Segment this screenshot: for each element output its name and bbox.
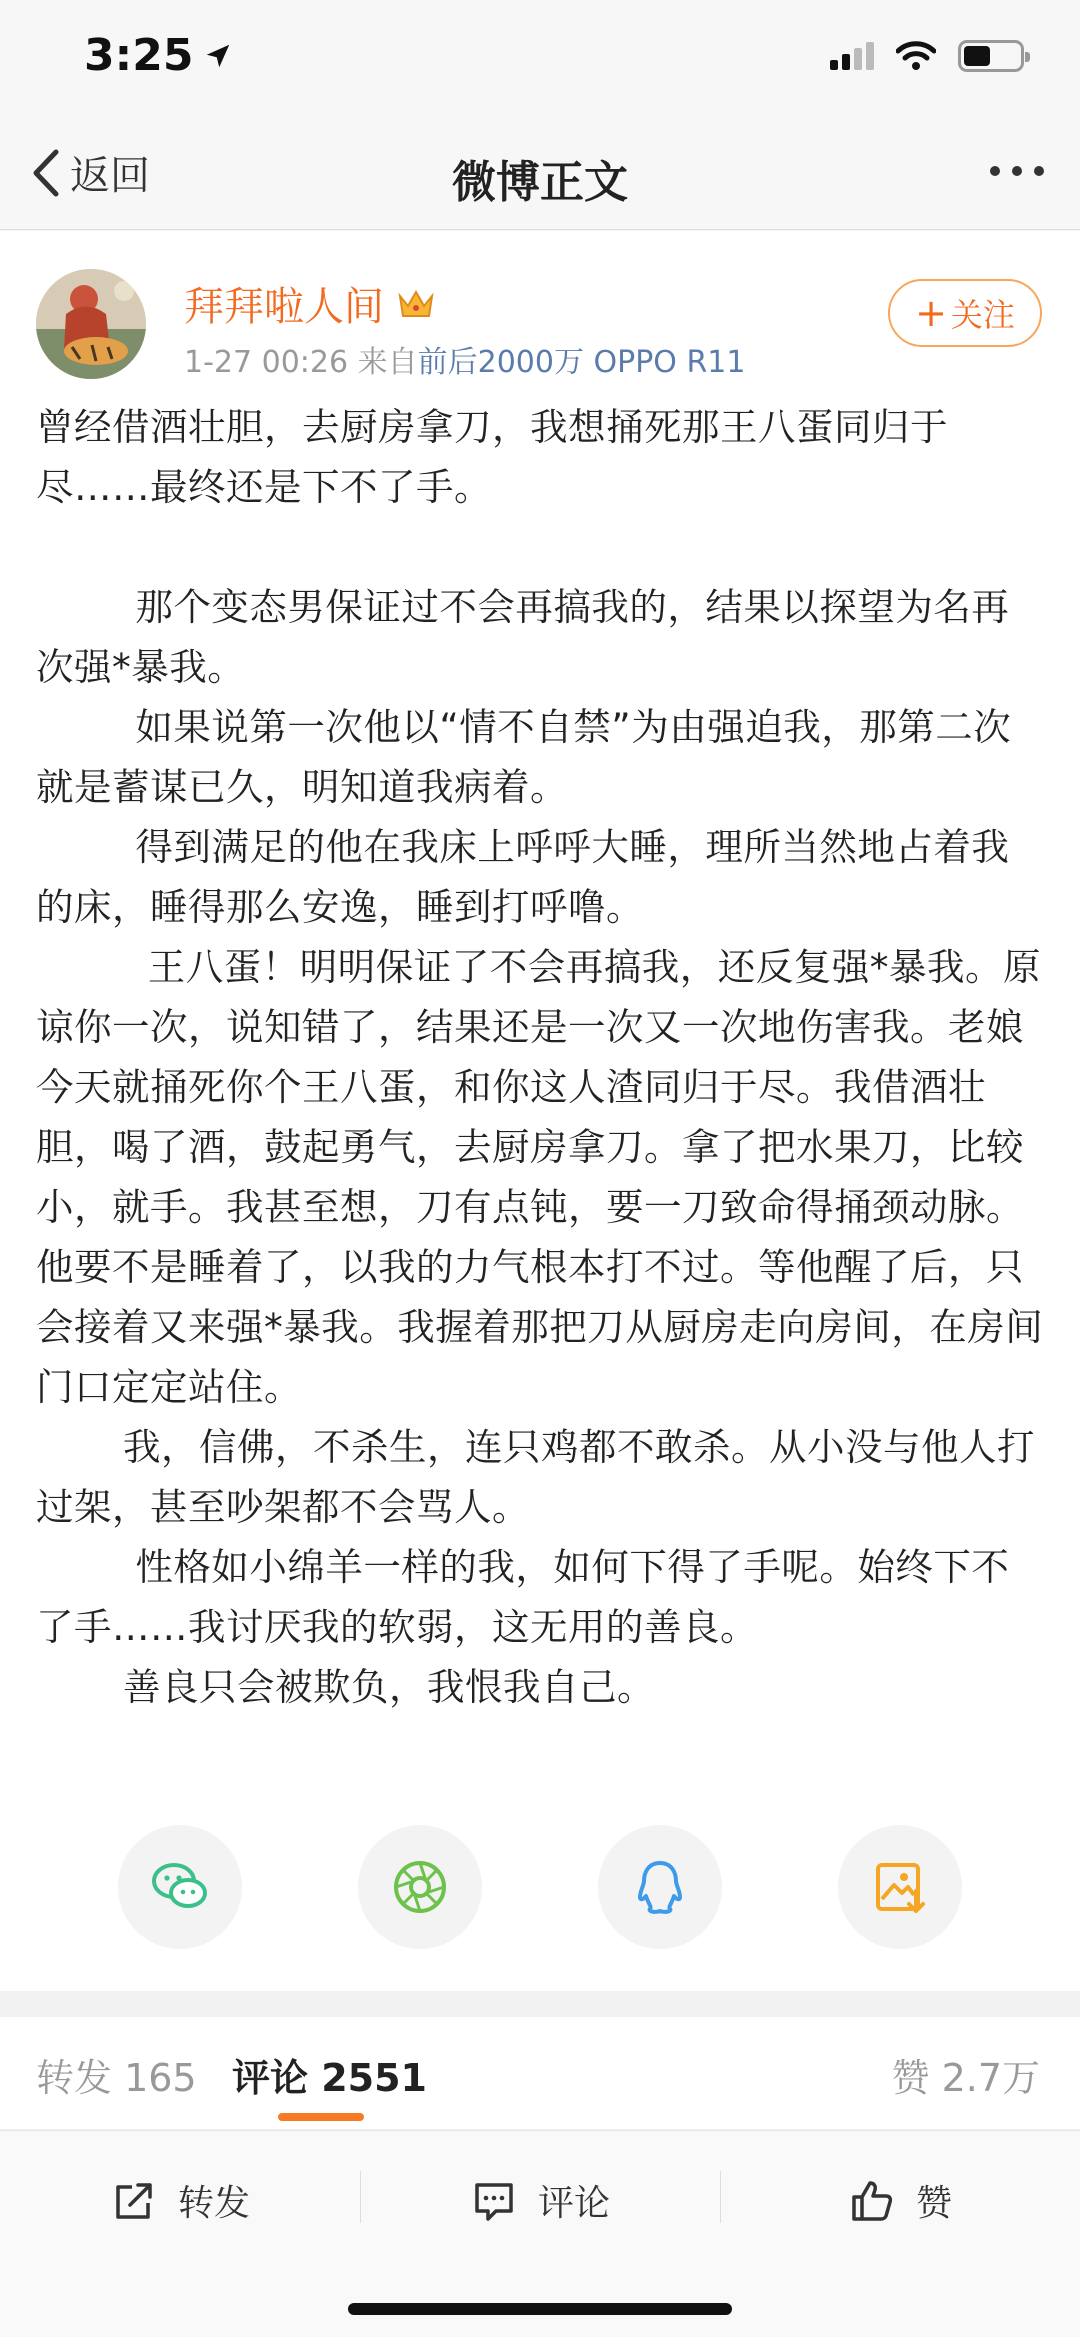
tab-likes[interactable]: 赞 2.7万 (891, 2056, 1040, 2100)
like-label: 赞 (916, 2183, 953, 2224)
comment-label: 评论 (538, 2183, 611, 2224)
post-source[interactable]: 前后2000万 OPPO R11 (417, 345, 746, 380)
location-arrow-icon (203, 41, 233, 71)
wechat-icon (148, 1855, 212, 1919)
share-qq-button[interactable] (598, 1825, 722, 1949)
comment-button[interactable] (472, 2175, 610, 2226)
post-body (36, 397, 1046, 1717)
cellular-signal-icon (830, 42, 874, 70)
share-row (0, 1825, 1080, 1951)
post-timestamp: 1-27 00:26 来自 (184, 345, 418, 380)
status-time-text: 3:25 (84, 30, 194, 81)
thumbs-up-icon (850, 2179, 894, 2223)
divider (720, 2171, 721, 2223)
author-name-text: 拜拜啦人间 (184, 284, 384, 330)
moments-icon (388, 1855, 452, 1919)
post-meta (184, 337, 745, 381)
post-paragraph (36, 517, 1046, 577)
wifi-icon (896, 41, 936, 71)
plus-icon: + (915, 291, 947, 335)
share-moments-button[interactable] (358, 1825, 482, 1949)
battery-icon (958, 40, 1024, 72)
bottom-action-bar (0, 2130, 1080, 2337)
save-image-button[interactable] (838, 1825, 962, 1949)
interaction-tabs (0, 2017, 1080, 2129)
page-title: 微博正文 (452, 157, 628, 208)
save-image-icon (868, 1855, 932, 1919)
more-options-button[interactable] (990, 166, 1044, 176)
comment-icon (472, 2179, 516, 2223)
post-paragraph: 得到满足的他在我床上呼呼大睡，理所当然地占着我的床，睡得那么安逸，睡到打呼噜。 (36, 825, 1010, 929)
post-card (0, 231, 1080, 1991)
dot-icon (1034, 166, 1044, 176)
nav-bar (0, 118, 1080, 230)
back-label: 返回 (70, 153, 150, 199)
status-indicators (830, 40, 1024, 72)
author-name[interactable] (184, 275, 436, 332)
share-wechat-button[interactable] (118, 1825, 242, 1949)
qq-icon (628, 1855, 692, 1919)
post-paragraph: 性格如小绵羊一样的我，如何下得了手呢。始终下不了手……我讨厌我的软弱，这无用的善良。 (36, 1545, 1010, 1649)
follow-label: 关注 (950, 296, 1015, 334)
post-paragraph: 曾经借酒壮胆，去厨房拿刀，我想捅死那王八蛋同归于尽……最终还是下不了手。 (36, 405, 948, 509)
home-indicator[interactable] (348, 2303, 732, 2315)
avatar[interactable] (36, 269, 146, 379)
tab-reposts[interactable]: 转发 165 (36, 2056, 197, 2100)
status-time (84, 30, 233, 81)
follow-button[interactable] (888, 279, 1042, 347)
repost-icon (112, 2179, 156, 2223)
divider (360, 2171, 361, 2223)
repost-label: 转发 (178, 2183, 251, 2224)
post-paragraph: 王八蛋！明明保证了不会再搞我，还反复强*暴我。原谅你一次，说知错了，结果还是一次又一次地伤害我。老娘今天就捅死你个王八蛋，和你这人渣同归于尽。我借酒壮胆，喝了酒，鼓起勇气，去厨房拿刀。拿了把水果刀，比较小，就手。我甚至想，刀有点钝，要一刀致命得捅颈动脉。他要不是睡着了，以我的力气根本打不过。等他醒了后，只会接着又来强*暴我。我握着那把刀从厨房走向房间，在房间门口定定站住。 (36, 945, 1044, 1409)
active-tab-indicator (278, 2113, 364, 2121)
post-paragraph: 我，信佛，不杀生，连只鸡都不敢杀。从小没与他人打过架，甚至吵架都不会骂人。 (36, 1425, 1035, 1529)
repost-button[interactable] (112, 2175, 250, 2226)
post-paragraph: 那个变态男保证过不会再搞我的，结果以探望为名再次强*暴我。 (36, 585, 1010, 689)
vip-crown-icon (396, 286, 436, 322)
tab-comments[interactable]: 评论 2551 (232, 2056, 427, 2100)
post-paragraph: 如果说第一次他以“情不自禁”为由强迫我，那第二次就是蓄谋已久，明知道我病着。 (36, 705, 1012, 809)
dot-icon (1012, 166, 1022, 176)
post-paragraph: 善良只会被欺负，我恨我自己。 (36, 1665, 655, 1709)
status-bar (0, 0, 1080, 118)
dot-icon (990, 166, 1000, 176)
avatar-illustration (36, 269, 146, 379)
like-button[interactable] (850, 2175, 952, 2226)
